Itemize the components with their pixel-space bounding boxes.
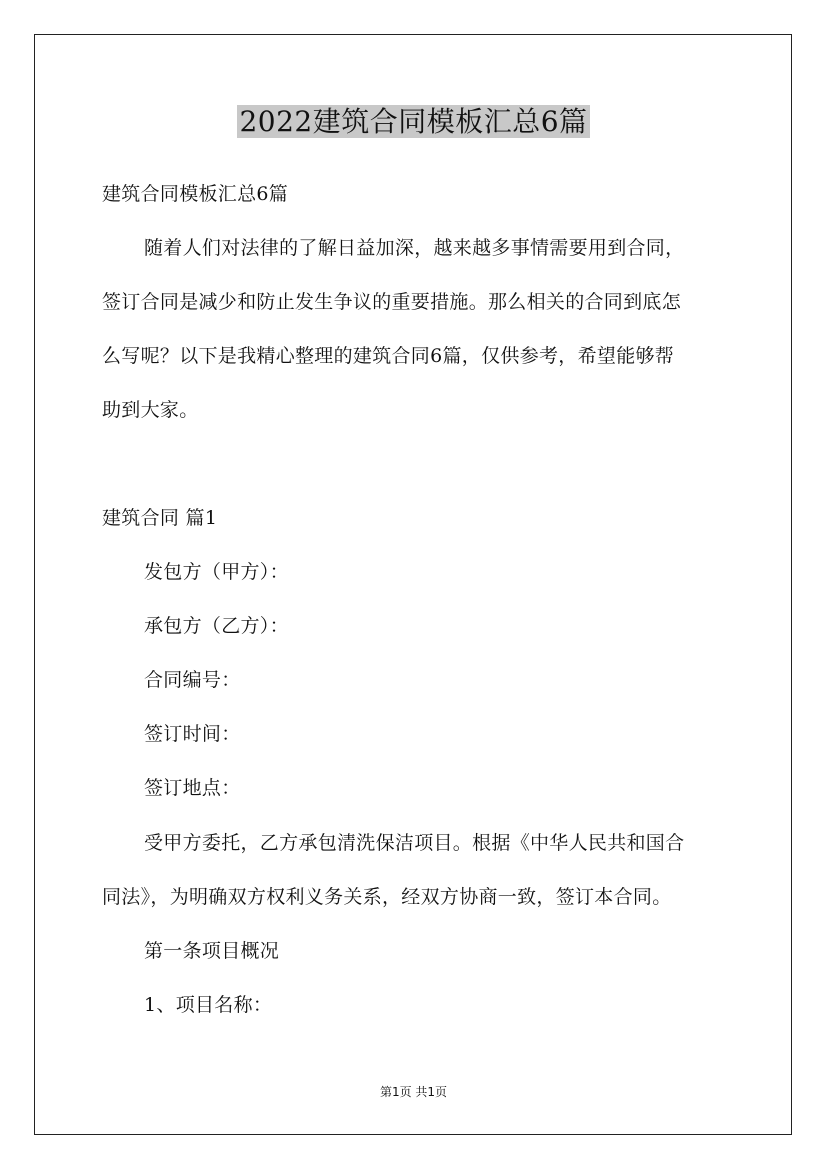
field-party-a: 发包方（甲方）：: [144, 561, 289, 583]
document-subtitle: 建筑合同模板汇总6篇: [102, 183, 289, 205]
body-line-2: 同法》，为明确双方权利义务关系，经双方协商一致，签订本合同。: [102, 886, 672, 908]
field-signing-time: 签订时间：: [144, 723, 241, 745]
document-title-text: 2022建筑合同模板汇总6篇: [239, 105, 588, 138]
field-signing-place: 签订地点：: [144, 777, 241, 799]
item-project-name: 1、项目名称：: [144, 994, 273, 1016]
field-contract-number: 合同编号：: [144, 669, 241, 691]
page-footer: 第1页 共1页: [379, 1085, 448, 1099]
section-heading: 建筑合同 篇1: [102, 507, 218, 529]
intro-line-1: 随着人们对法律的了解日益加深，越来越多事情需要用到合同，: [144, 237, 685, 259]
field-party-b: 承包方（乙方）：: [144, 615, 289, 637]
intro-line-3: 么写呢？以下是我精心整理的建筑合同6篇，仅供参考，希望能够帮: [102, 345, 675, 367]
body-line-1: 受甲方委托，乙方承包清洗保洁项目。根据《中华人民共和国合: [144, 832, 685, 854]
intro-line-2: 签订合同是减少和防止发生争议的重要措施。那么相关的合同到底怎: [102, 291, 682, 313]
intro-line-4: 助到大家。: [102, 399, 199, 421]
article-heading: 第一条项目概况: [144, 940, 280, 962]
document-title: [0, 102, 827, 142]
